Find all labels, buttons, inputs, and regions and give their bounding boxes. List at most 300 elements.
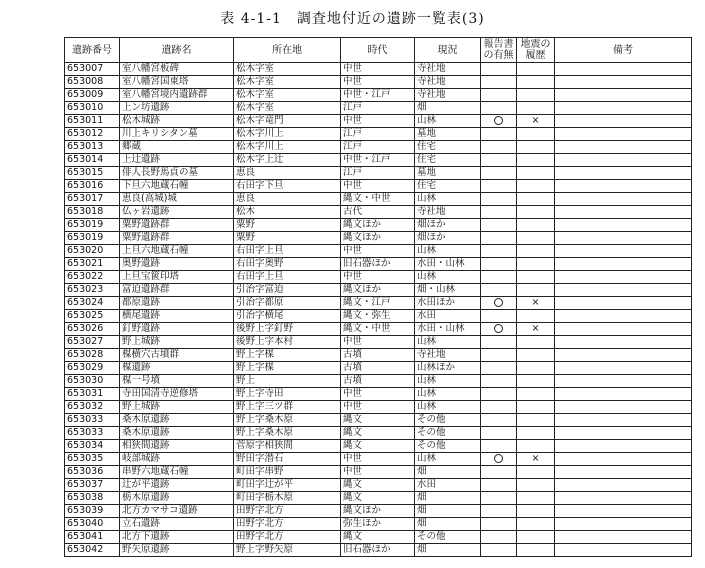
cell-site-number: 653027 [65, 336, 120, 349]
cell-earthquake-history [517, 141, 555, 154]
cell-site-name: 野上城跡 [120, 336, 234, 349]
cell-era: 古墳 [341, 375, 415, 388]
cell-site-name: 上旦宝篋印塔 [120, 271, 234, 284]
header-location: 所在地 [234, 38, 341, 63]
cell-site-number: 653033 [65, 427, 120, 440]
header-era: 時代 [341, 38, 415, 63]
cell-era: 縄文 [341, 492, 415, 505]
cell-site-number: 653029 [65, 362, 120, 375]
table-row [65, 310, 692, 323]
cell-location: 町田字栃木原 [234, 492, 341, 505]
table-row [65, 414, 692, 427]
cell-remarks [555, 154, 692, 167]
cell-remarks [555, 531, 692, 544]
cell-location: 野田字潜石 [234, 453, 341, 466]
cell-current-state: 寺社地 [415, 89, 481, 102]
cell-earthquake-history [517, 310, 555, 323]
cell-site-name: 立石遺跡 [120, 518, 234, 531]
cell-report [481, 63, 517, 76]
cell-report [481, 245, 517, 258]
cell-site-name: 横尾遺跡 [120, 310, 234, 323]
cell-era: 縄文・弥生 [341, 310, 415, 323]
table-row [65, 193, 692, 206]
cell-earthquake-history [517, 401, 555, 414]
table-row [65, 349, 692, 362]
cell-location: 右田字下旦 [234, 180, 341, 193]
cell-report [481, 440, 517, 453]
cell-site-number: 653012 [65, 128, 120, 141]
cell-remarks [555, 362, 692, 375]
table-body [65, 63, 692, 557]
cell-era: 古墳 [341, 349, 415, 362]
report-present-mark [494, 116, 503, 125]
cell-site-number: 653023 [65, 284, 120, 297]
cell-era: 縄文・中世 [341, 323, 415, 336]
cell-report [481, 89, 517, 102]
cell-current-state: 畑 [415, 492, 481, 505]
cell-location: 野上字野矢原 [234, 544, 341, 557]
cell-era: 縄文・中世 [341, 193, 415, 206]
cell-era: 弥生ほか [341, 518, 415, 531]
cell-report [481, 544, 517, 557]
cell-era: 中世・江戸 [341, 89, 415, 102]
cell-site-name: 桑木原遺跡 [120, 427, 234, 440]
cell-location: 野上字楳 [234, 362, 341, 375]
cell-report [481, 167, 517, 180]
cell-earthquake-history: × [517, 115, 555, 128]
cell-report [481, 206, 517, 219]
cell-earthquake-history [517, 76, 555, 89]
cell-era: 中世 [341, 180, 415, 193]
cell-site-name: 野上城跡 [120, 401, 234, 414]
cell-site-name: 串野六地蔵石幢 [120, 466, 234, 479]
cell-site-name: 楳遺跡 [120, 362, 234, 375]
cell-site-number: 653017 [65, 193, 120, 206]
cell-remarks [555, 89, 692, 102]
header-current-state: 現況 [415, 38, 481, 63]
cell-era: 中世・江戸 [341, 154, 415, 167]
cell-current-state: 畑 [415, 544, 481, 557]
cell-site-number: 653034 [65, 440, 120, 453]
cell-era: 縄文ほか [341, 232, 415, 245]
cell-site-number: 653030 [65, 375, 120, 388]
cell-report [481, 115, 517, 128]
cell-current-state: 水田・山林 [415, 323, 481, 336]
cell-remarks [555, 63, 692, 76]
cell-current-state: 畑・山林 [415, 284, 481, 297]
cell-site-number: 653041 [65, 531, 120, 544]
cell-report [481, 336, 517, 349]
table-row [65, 479, 692, 492]
header-site-number: 遺跡番号 [65, 38, 120, 63]
table-row [65, 505, 692, 518]
table-row [65, 206, 692, 219]
cell-site-name: 上辻遺跡 [120, 154, 234, 167]
cell-remarks [555, 141, 692, 154]
cell-report [481, 427, 517, 440]
cell-location: 野上字楳 [234, 349, 341, 362]
cell-current-state: 寺社地 [415, 206, 481, 219]
cell-site-name: 粟野遺跡群 [120, 219, 234, 232]
cell-remarks [555, 310, 692, 323]
cell-report [481, 518, 517, 531]
cell-earthquake-history [517, 219, 555, 232]
cell-site-number: 653021 [65, 258, 120, 271]
cell-current-state: 山林 [415, 388, 481, 401]
cell-site-number: 653009 [65, 89, 120, 102]
header-remarks: 備考 [555, 38, 692, 63]
cell-site-number: 653025 [65, 310, 120, 323]
cell-report [481, 466, 517, 479]
cell-site-name: 室八幡宮板碑 [120, 63, 234, 76]
cell-site-name: 辻が平遺跡 [120, 479, 234, 492]
table-row [65, 401, 692, 414]
cell-site-name: 上ン坊遺跡 [120, 102, 234, 115]
cell-report [481, 297, 517, 310]
cell-earthquake-history [517, 102, 555, 115]
cell-remarks [555, 505, 692, 518]
table-row [65, 388, 692, 401]
cell-era: 旧石器ほか [341, 258, 415, 271]
cell-era: 古代 [341, 206, 415, 219]
cell-site-name: 上旦六地蔵石幢 [120, 245, 234, 258]
cell-earthquake-history [517, 154, 555, 167]
cell-report [481, 531, 517, 544]
cell-report [481, 479, 517, 492]
cell-earthquake-history [517, 362, 555, 375]
cell-location: 後野上字釘野 [234, 323, 341, 336]
cell-remarks [555, 115, 692, 128]
cell-current-state: その他 [415, 531, 481, 544]
cell-site-number: 653019 [65, 232, 120, 245]
cell-current-state: 畑 [415, 466, 481, 479]
cell-site-number: 653024 [65, 297, 120, 310]
cell-current-state: 山林 [415, 336, 481, 349]
cell-current-state: 山林 [415, 193, 481, 206]
cell-site-number: 653040 [65, 518, 120, 531]
cell-earthquake-history [517, 232, 555, 245]
cell-era: 中世 [341, 245, 415, 258]
cell-location: 恵良 [234, 167, 341, 180]
cell-current-state: 住宅 [415, 141, 481, 154]
table-row [65, 76, 692, 89]
cell-report [481, 180, 517, 193]
cell-earthquake-history: × [517, 453, 555, 466]
cell-site-name: 楳横穴古墳群 [120, 349, 234, 362]
cell-era: 旧石器ほか [341, 544, 415, 557]
report-present-mark [494, 298, 503, 307]
cell-location: 菅原字相狭間 [234, 440, 341, 453]
cell-report [481, 102, 517, 115]
cell-location: 田野字北方 [234, 505, 341, 518]
cell-remarks [555, 479, 692, 492]
header-site-name: 遺跡名 [120, 38, 234, 63]
cell-remarks [555, 466, 692, 479]
cell-remarks [555, 180, 692, 193]
cell-current-state: 畑ほか [415, 219, 481, 232]
table-row [65, 440, 692, 453]
cell-site-number: 653032 [65, 401, 120, 414]
table-row [65, 284, 692, 297]
table-row [65, 427, 692, 440]
cell-era: 江戸 [341, 128, 415, 141]
cell-remarks [555, 206, 692, 219]
cell-location: 松木字川上 [234, 128, 341, 141]
cell-era: 中世 [341, 336, 415, 349]
cell-report [481, 323, 517, 336]
cell-location: 粟野 [234, 219, 341, 232]
cell-site-name: 恵良(高城)城 [120, 193, 234, 206]
cell-site-name: 室八幡宮境内遺跡群 [120, 89, 234, 102]
cell-site-number: 653011 [65, 115, 120, 128]
cell-location: 野上 [234, 375, 341, 388]
cell-site-number: 653020 [65, 245, 120, 258]
cell-site-name: 都原遺跡 [120, 297, 234, 310]
cell-report [481, 154, 517, 167]
cell-report [481, 492, 517, 505]
cell-site-number: 653038 [65, 492, 120, 505]
cell-era: 中世 [341, 115, 415, 128]
cell-remarks [555, 336, 692, 349]
cell-location: 引治字富迫 [234, 284, 341, 297]
cell-report [481, 310, 517, 323]
cell-remarks [555, 388, 692, 401]
cell-site-name: 粟野遺跡群 [120, 232, 234, 245]
cell-report [481, 219, 517, 232]
table-row [65, 323, 692, 336]
cell-report [481, 128, 517, 141]
cell-earthquake-history [517, 245, 555, 258]
cell-earthquake-history [517, 440, 555, 453]
cell-remarks [555, 414, 692, 427]
cell-site-name: 栃木原遺跡 [120, 492, 234, 505]
table-row [65, 362, 692, 375]
cell-site-name: 岐部城跡 [120, 453, 234, 466]
cell-site-number: 653013 [65, 141, 120, 154]
cell-remarks [555, 492, 692, 505]
table-row [65, 232, 692, 245]
cell-earthquake-history [517, 531, 555, 544]
cell-remarks [555, 128, 692, 141]
cell-site-number: 653036 [65, 466, 120, 479]
cell-era: 縄文ほか [341, 284, 415, 297]
cell-remarks [555, 271, 692, 284]
cell-era: 縄文 [341, 427, 415, 440]
cell-remarks [555, 544, 692, 557]
cell-current-state: その他 [415, 427, 481, 440]
cell-site-name: 富迫遺跡群 [120, 284, 234, 297]
cell-report [481, 375, 517, 388]
table-row [65, 89, 692, 102]
table-row [65, 531, 692, 544]
cell-era: 中世 [341, 388, 415, 401]
cell-location: 野上字桑木原 [234, 427, 341, 440]
cell-current-state: 山林 [415, 453, 481, 466]
cell-earthquake-history [517, 414, 555, 427]
cell-earthquake-history [517, 271, 555, 284]
cell-report [481, 232, 517, 245]
cell-current-state: 畑 [415, 505, 481, 518]
cell-report [481, 76, 517, 89]
cell-site-name: 仏ヶ岩遺跡 [120, 206, 234, 219]
cell-report [481, 362, 517, 375]
cell-earthquake-history [517, 89, 555, 102]
cell-site-name: 桑木原遺跡 [120, 414, 234, 427]
cell-current-state: 山林 [415, 375, 481, 388]
table-row [65, 466, 692, 479]
cell-location: 右田字上旦 [234, 271, 341, 284]
cell-current-state: 墓地 [415, 167, 481, 180]
cell-report [481, 388, 517, 401]
cell-location: 町田字辻が平 [234, 479, 341, 492]
table-row [65, 297, 692, 310]
cell-site-number: 653014 [65, 154, 120, 167]
cell-report [481, 414, 517, 427]
cell-report [481, 505, 517, 518]
cell-era: 中世 [341, 466, 415, 479]
cell-site-number: 653019 [65, 219, 120, 232]
cell-location: 引治字都原 [234, 297, 341, 310]
cell-location: 松木 [234, 206, 341, 219]
cell-site-number: 653018 [65, 206, 120, 219]
cell-site-name: 寺田国清寺逆修塔 [120, 388, 234, 401]
cell-earthquake-history [517, 167, 555, 180]
header-earthquake-history: 地震の履歴 [517, 38, 555, 63]
cell-report [481, 349, 517, 362]
cell-location: 野上字寺田 [234, 388, 341, 401]
cell-current-state: 水田 [415, 479, 481, 492]
cell-location: 野上字三ツ群 [234, 401, 341, 414]
cell-remarks [555, 297, 692, 310]
table-row [65, 115, 692, 128]
cell-location: 右田字奥野 [234, 258, 341, 271]
cell-earthquake-history [517, 375, 555, 388]
cell-earthquake-history: × [517, 323, 555, 336]
table-row [65, 375, 692, 388]
cell-site-number: 653042 [65, 544, 120, 557]
cell-era: 中世 [341, 453, 415, 466]
cell-current-state: 畑 [415, 518, 481, 531]
table-row [65, 128, 692, 141]
cell-remarks [555, 245, 692, 258]
table-row [65, 336, 692, 349]
cell-earthquake-history [517, 479, 555, 492]
cell-remarks [555, 427, 692, 440]
cell-location: 田野字北方 [234, 518, 341, 531]
table-row [65, 245, 692, 258]
cell-era: 中世 [341, 63, 415, 76]
cell-current-state: 畑ほか [415, 232, 481, 245]
cell-site-name: 俳人長野馬貞の墓 [120, 167, 234, 180]
cell-report [481, 141, 517, 154]
cell-earthquake-history [517, 505, 555, 518]
cell-remarks [555, 102, 692, 115]
cell-era: 縄文 [341, 414, 415, 427]
cell-site-name: 川上キリシタン墓 [120, 128, 234, 141]
cell-site-number: 653026 [65, 323, 120, 336]
cell-location: 引治字横尾 [234, 310, 341, 323]
cell-earthquake-history [517, 466, 555, 479]
cell-location: 松木字室 [234, 76, 341, 89]
cell-report [481, 453, 517, 466]
report-present-mark [494, 454, 503, 463]
cell-earthquake-history [517, 518, 555, 531]
cell-location: 右田字上旦 [234, 245, 341, 258]
cell-site-number: 653037 [65, 479, 120, 492]
cell-location: 松木字室 [234, 89, 341, 102]
cell-earthquake-history [517, 336, 555, 349]
cell-era: 江戸 [341, 141, 415, 154]
table-row [65, 167, 692, 180]
table-row [65, 219, 692, 232]
cell-remarks [555, 193, 692, 206]
page-title: 表 4-1-1 調査地付近の遺跡一覧表(3) [220, 11, 485, 27]
site-list-table [64, 37, 692, 557]
cell-remarks [555, 401, 692, 414]
cell-report [481, 258, 517, 271]
cell-site-name: 楳一号墳 [120, 375, 234, 388]
cell-era: 中世 [341, 76, 415, 89]
cell-earthquake-history [517, 492, 555, 505]
cell-earthquake-history [517, 128, 555, 141]
cell-site-number: 653031 [65, 388, 120, 401]
cell-era: 縄文 [341, 531, 415, 544]
table-row [65, 518, 692, 531]
cell-site-name: 松木城跡 [120, 115, 234, 128]
table-row [65, 492, 692, 505]
cell-site-name: 野矢原遺跡 [120, 544, 234, 557]
cell-location: 町田字串野 [234, 466, 341, 479]
cell-current-state: 山林 [415, 115, 481, 128]
cell-current-state: 畑 [415, 102, 481, 115]
cell-current-state: 寺社地 [415, 76, 481, 89]
cell-era: 中世 [341, 271, 415, 284]
cell-era: 江戸 [341, 167, 415, 180]
cell-earthquake-history [517, 544, 555, 557]
cell-location: 粟野 [234, 232, 341, 245]
cell-report [481, 401, 517, 414]
cell-site-number: 653028 [65, 349, 120, 362]
cell-era: 縄文ほか [341, 219, 415, 232]
cell-location: 松木字竜門 [234, 115, 341, 128]
cell-current-state: 住宅 [415, 180, 481, 193]
site-list-table-wrapper [64, 37, 692, 557]
cell-current-state: その他 [415, 440, 481, 453]
cell-site-name: 相狭間遺跡 [120, 440, 234, 453]
table-row [65, 453, 692, 466]
cell-remarks [555, 323, 692, 336]
cell-report [481, 193, 517, 206]
cell-current-state: その他 [415, 414, 481, 427]
cell-remarks [555, 518, 692, 531]
report-present-mark [494, 324, 503, 333]
cell-current-state: 山林 [415, 401, 481, 414]
cell-current-state: 山林ほか [415, 362, 481, 375]
cell-remarks [555, 375, 692, 388]
cell-remarks [555, 258, 692, 271]
cell-location: 田野字北方 [234, 531, 341, 544]
cell-current-state: 山林 [415, 245, 481, 258]
table-row [65, 63, 692, 76]
cell-earthquake-history [517, 349, 555, 362]
cell-era: 縄文 [341, 479, 415, 492]
cell-current-state: 水田 [415, 310, 481, 323]
cell-remarks [555, 76, 692, 89]
cell-era: 古墳 [341, 362, 415, 375]
cell-location: 松木字上辻 [234, 154, 341, 167]
cell-current-state: 寺社地 [415, 63, 481, 76]
cell-remarks [555, 453, 692, 466]
